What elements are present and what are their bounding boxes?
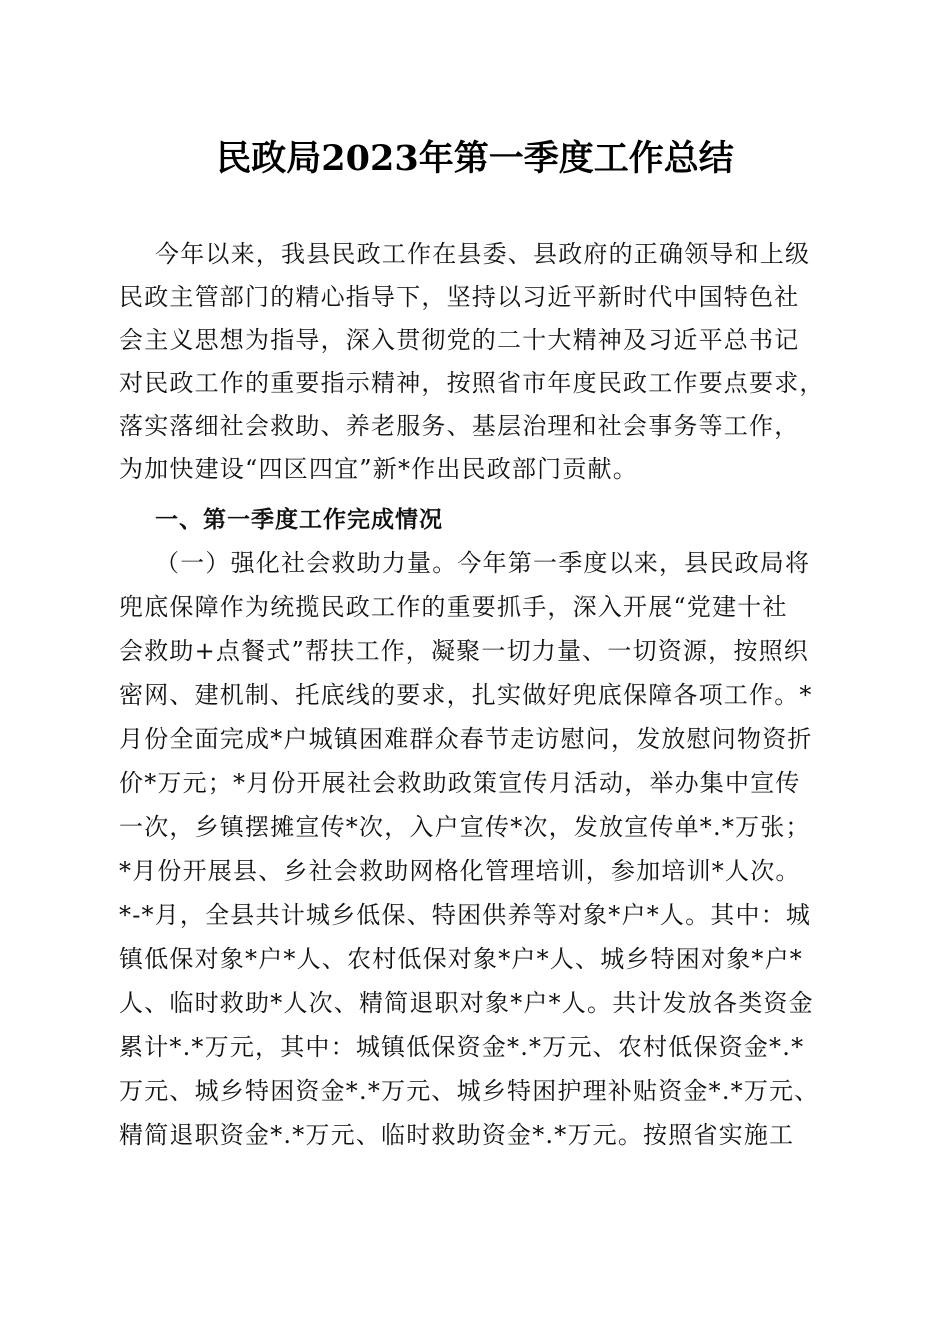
paragraph-line: 民政主管部门的精心指导下，坚持以习近平新时代中国特色社 <box>119 283 800 311</box>
paragraph-line: 密网、建机制、托底线的要求，扎实做好兜底保障各项工作。* <box>119 681 813 709</box>
paragraph-line: 精简退职资金*.*万元、临时救助资金*.*万元。按照省实施工 <box>119 1121 795 1149</box>
paragraph-line: *-*月，全县共计城乡低保、特困供养等对象*户*人。其中：城 <box>119 901 812 929</box>
paragraph-line: 为加快建设“四区四宜”新*作出民政部门贡献。 <box>119 455 638 483</box>
paragraph-line: 人、临时救助*人次、精简退职对象*户*人。共计发放各类资金 <box>119 989 814 1017</box>
paragraph-line: 对民政工作的重要指示精神，按照省市年度民政工作要点要求， <box>119 369 825 397</box>
paragraph-line: 价*万元；*月份开展社会救助政策宣传月活动，举办集中宣传 <box>119 769 801 797</box>
paragraph-line: 镇低保对象*户*人、农村低保对象*户*人、城乡特困对象*户* <box>119 945 803 973</box>
paragraph-line: 月份全面完成*户城镇困难群众春节走访慰问，发放慰问物资折 <box>119 725 813 753</box>
paragraph-line: 会救助+点餐式”帮扶工作，凝聚一切力量、一切资源，按照织 <box>119 637 809 665</box>
paragraph-line: 累计*.*万元，其中：城镇低保资金*.*万元、农村低保资金*.* <box>119 1033 805 1061</box>
document-title: 民政局2023年第一季度工作总结 <box>216 138 734 179</box>
paragraph-line: 落实落细社会救助、养老服务、基层治理和社会事务等工作， <box>119 412 800 440</box>
paragraph-line: 万元、城乡特困资金*.*万元、城乡特困护理补贴资金*.*万元、 <box>119 1077 820 1105</box>
paragraph-line: 会主义思想为指导，深入贯彻党的二十大精神及习近平总书记 <box>119 326 800 354</box>
paragraph-line: 今年以来，我县民政工作在县委、县政府的正确领导和上级 <box>155 240 811 268</box>
paragraph-line: （一）强化社会救助力量。今年第一季度以来，县民政局将 <box>155 549 811 577</box>
paragraph-line: 兜底保障作为统揽民政工作的重要抓手，深入开展“党建十社 <box>119 593 788 621</box>
paragraph-line: *月份开展县、乡社会救助网格化管理培训，参加培训*人次。 <box>119 857 801 885</box>
section-heading: 一、第一季度工作完成情况 <box>155 507 443 533</box>
paragraph-line: 一次，乡镇摆摊宣传*次，入户宣传*次，发放宣传单*.*万张； <box>119 813 811 841</box>
